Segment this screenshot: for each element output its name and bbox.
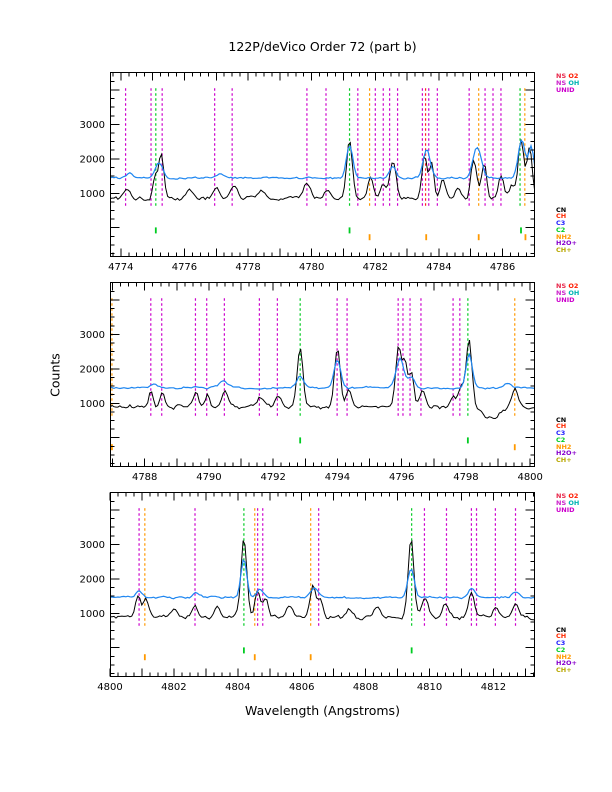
x-tick-label: 4808 [352,682,379,693]
legend-label-ns: NS [556,492,569,500]
legend-label-ns: NS [556,72,569,80]
legend-label-o2: O2 [568,72,579,80]
legend-top-line [556,507,579,514]
legend-label-o2: O2 [568,492,579,500]
legend-label-ch: CH [556,212,567,221]
legend-label-chplus: CH+ [556,246,572,255]
y-tick-label: 1000 [79,188,105,200]
x-tick-label: 4812 [480,682,507,693]
x-tick-label: 4776 [171,262,198,273]
legend-label-h2oplus: H2O+ [556,239,577,248]
legend-label-c2: C2 [556,225,566,234]
legend-label-oh: OH [568,499,580,507]
y-tick-label: 2000 [79,574,105,586]
x-tick-label: 4782 [362,262,389,273]
legend-label-ch: CH [556,632,567,641]
y-tick-label: 2000 [79,364,105,376]
panel-2-axes [111,283,535,467]
legend-label-ns: NS [556,282,569,290]
x-tick-label: 4796 [388,472,415,483]
legend-label-h2oplus: H2O+ [556,449,577,458]
legend-top-line [556,297,579,304]
legend-label-ns: NS [556,289,569,297]
y-tick-label: 3000 [79,329,105,341]
legend-emission-top-panel3 [556,493,579,514]
x-tick-label: 4806 [289,682,315,693]
x-tick-label: 4802 [161,682,187,693]
x-tick-label: 4804 [225,682,251,693]
panel-1-content [110,88,535,240]
legend-label-oh: OH [568,289,580,297]
x-tick-label: 4794 [324,472,351,483]
legend-label-c3: C3 [556,639,566,648]
x-tick-label: 4790 [196,472,222,483]
comet-spectrum-line [110,340,535,418]
legend-label-cn: CN [556,415,567,424]
legend-species-panel3 [556,627,577,675]
legend-label-c2: C2 [556,645,566,654]
legend-label-nh2: NH2 [556,652,572,661]
legend-top-line [556,87,579,94]
legend-label-nh2: NH2 [556,232,572,241]
x-tick-label: 4792 [260,472,286,483]
x-tick-label: 4778 [235,262,261,273]
y-tick-label: 2000 [79,154,105,166]
legend-label-c3: C3 [556,429,566,438]
x-tick-label: 4780 [298,262,325,273]
x-axis-title: Wavelength (Angstroms) [245,703,400,718]
legend-label-cn: CN [556,205,567,214]
x-tick-label: 4810 [416,682,443,693]
y-axis-title: Counts [47,353,63,397]
x-tick-label: 4798 [453,472,479,483]
y-tick-label: 3000 [79,119,105,131]
x-tick-label: 4784 [426,262,452,273]
panel-3-content [110,508,535,660]
figure-title: 122P/deVico Order 72 (part b) [228,39,417,54]
legend-emission-top-panel2 [556,283,579,304]
legend-label-unid: UNID [556,86,575,94]
legend-label-c2: C2 [556,435,566,444]
legend-emission-top-panel1 [556,73,579,94]
legend-label-unid: UNID [556,296,575,304]
legend-label-ns: NS [556,79,569,87]
x-tick-label: 4800 [97,682,123,693]
legend-label-oh: OH [568,79,580,87]
comparison-spectrum-line [110,354,535,389]
x-tick-label: 4774 [108,262,134,273]
x-tick-label: 4800 [517,472,543,483]
legend-label-ns: NS [556,499,569,507]
y-tick-label: 1000 [79,398,105,410]
legend-label-unid: UNID [556,506,575,514]
y-tick-label: 3000 [79,539,105,551]
legend-label-nh2: NH2 [556,442,572,451]
comet-spectrum-line [110,140,535,201]
legend-species-panel1 [556,207,577,255]
legend-label-cn: CN [556,625,567,634]
legend-label-ch: CH [556,422,567,431]
panel-1-axes [111,73,535,257]
legend-label-o2: O2 [568,282,579,290]
legend-label-chplus: CH+ [556,456,572,465]
x-tick-label: 4786 [489,262,516,273]
x-tick-label: 4788 [131,472,158,483]
y-tick-label: 1000 [79,608,105,620]
legend-label-h2oplus: H2O+ [556,659,577,668]
legend-label-c3: C3 [556,219,566,228]
legend-label-chplus: CH+ [556,666,572,675]
panel-2-content [110,298,535,450]
legend-species-panel2 [556,417,577,465]
